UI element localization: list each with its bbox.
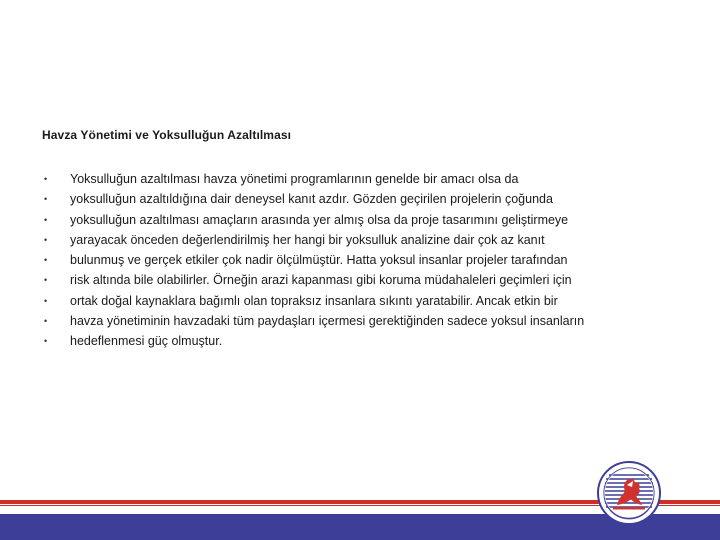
bullet-text: havza yönetiminin havzadaki tüm paydaşları içermesi gerektiğinden sadece yoksul insanların: [70, 313, 585, 328]
bullet-item: [44, 331, 584, 351]
bullet-text: bulunmuş ve gerçek etkiler çok nadir ölçülmüştür. Hatta yoksul insanlar projeler tarafından: [70, 253, 568, 267]
bullet-icon: •: [44, 255, 48, 265]
bullet-icon: •: [44, 336, 48, 346]
bullet-text: risk altında bile olabilirler. Örneğin arazi kapanması gibi koruma müdahaleleri geçimleri için: [70, 273, 572, 288]
bullet-item: [44, 250, 584, 270]
bullet-text: yoksulluğun azaltıldığına dair deneysel kanıt azdır. Gözden geçirilen projelerin çoğunda: [70, 192, 553, 207]
bullet-list: [44, 169, 584, 351]
bullet-text: yoksulluğun azaltılması amaçların arasında yer almış olsa da proje tasarımını geliştirmeye: [70, 212, 569, 227]
bullet-icon: •: [44, 194, 48, 205]
bullet-icon: •: [44, 295, 48, 306]
bullet-text: hedeflenmesi güç olmuştur.: [70, 334, 223, 348]
slide-title: Havza Yönetimi ve Yoksulluğun Azaltılması: [42, 128, 292, 142]
bullet-item: [44, 270, 584, 290]
bullet-icon: •: [44, 315, 48, 326]
bullet-text: ortak doğal kaynaklara bağımlı olan topraksız insanlara sıkıntı yaratabilir. Ancak etkin bir: [70, 293, 558, 308]
bullet-item: [44, 189, 584, 209]
bullet-icon: •: [44, 214, 48, 225]
university-seal-icon: [597, 461, 661, 525]
bullet-icon: •: [44, 275, 48, 286]
bullet-item: [44, 291, 584, 311]
bullet-item: [44, 311, 584, 331]
bullet-text: Yoksulluğun azaltılması havza yönetimi programlarının genelde bir amacı olsa da: [70, 172, 519, 186]
bullet-icon: •: [44, 174, 48, 184]
bullet-item: [44, 230, 584, 250]
bullet-item: [44, 169, 584, 189]
bullet-icon: •: [44, 234, 48, 245]
bullet-item: [44, 210, 584, 230]
bullet-text: yarayacak önceden değerlendirilmiş her hangi bir yoksulluk analizine dair çok az kanıt: [70, 232, 545, 247]
